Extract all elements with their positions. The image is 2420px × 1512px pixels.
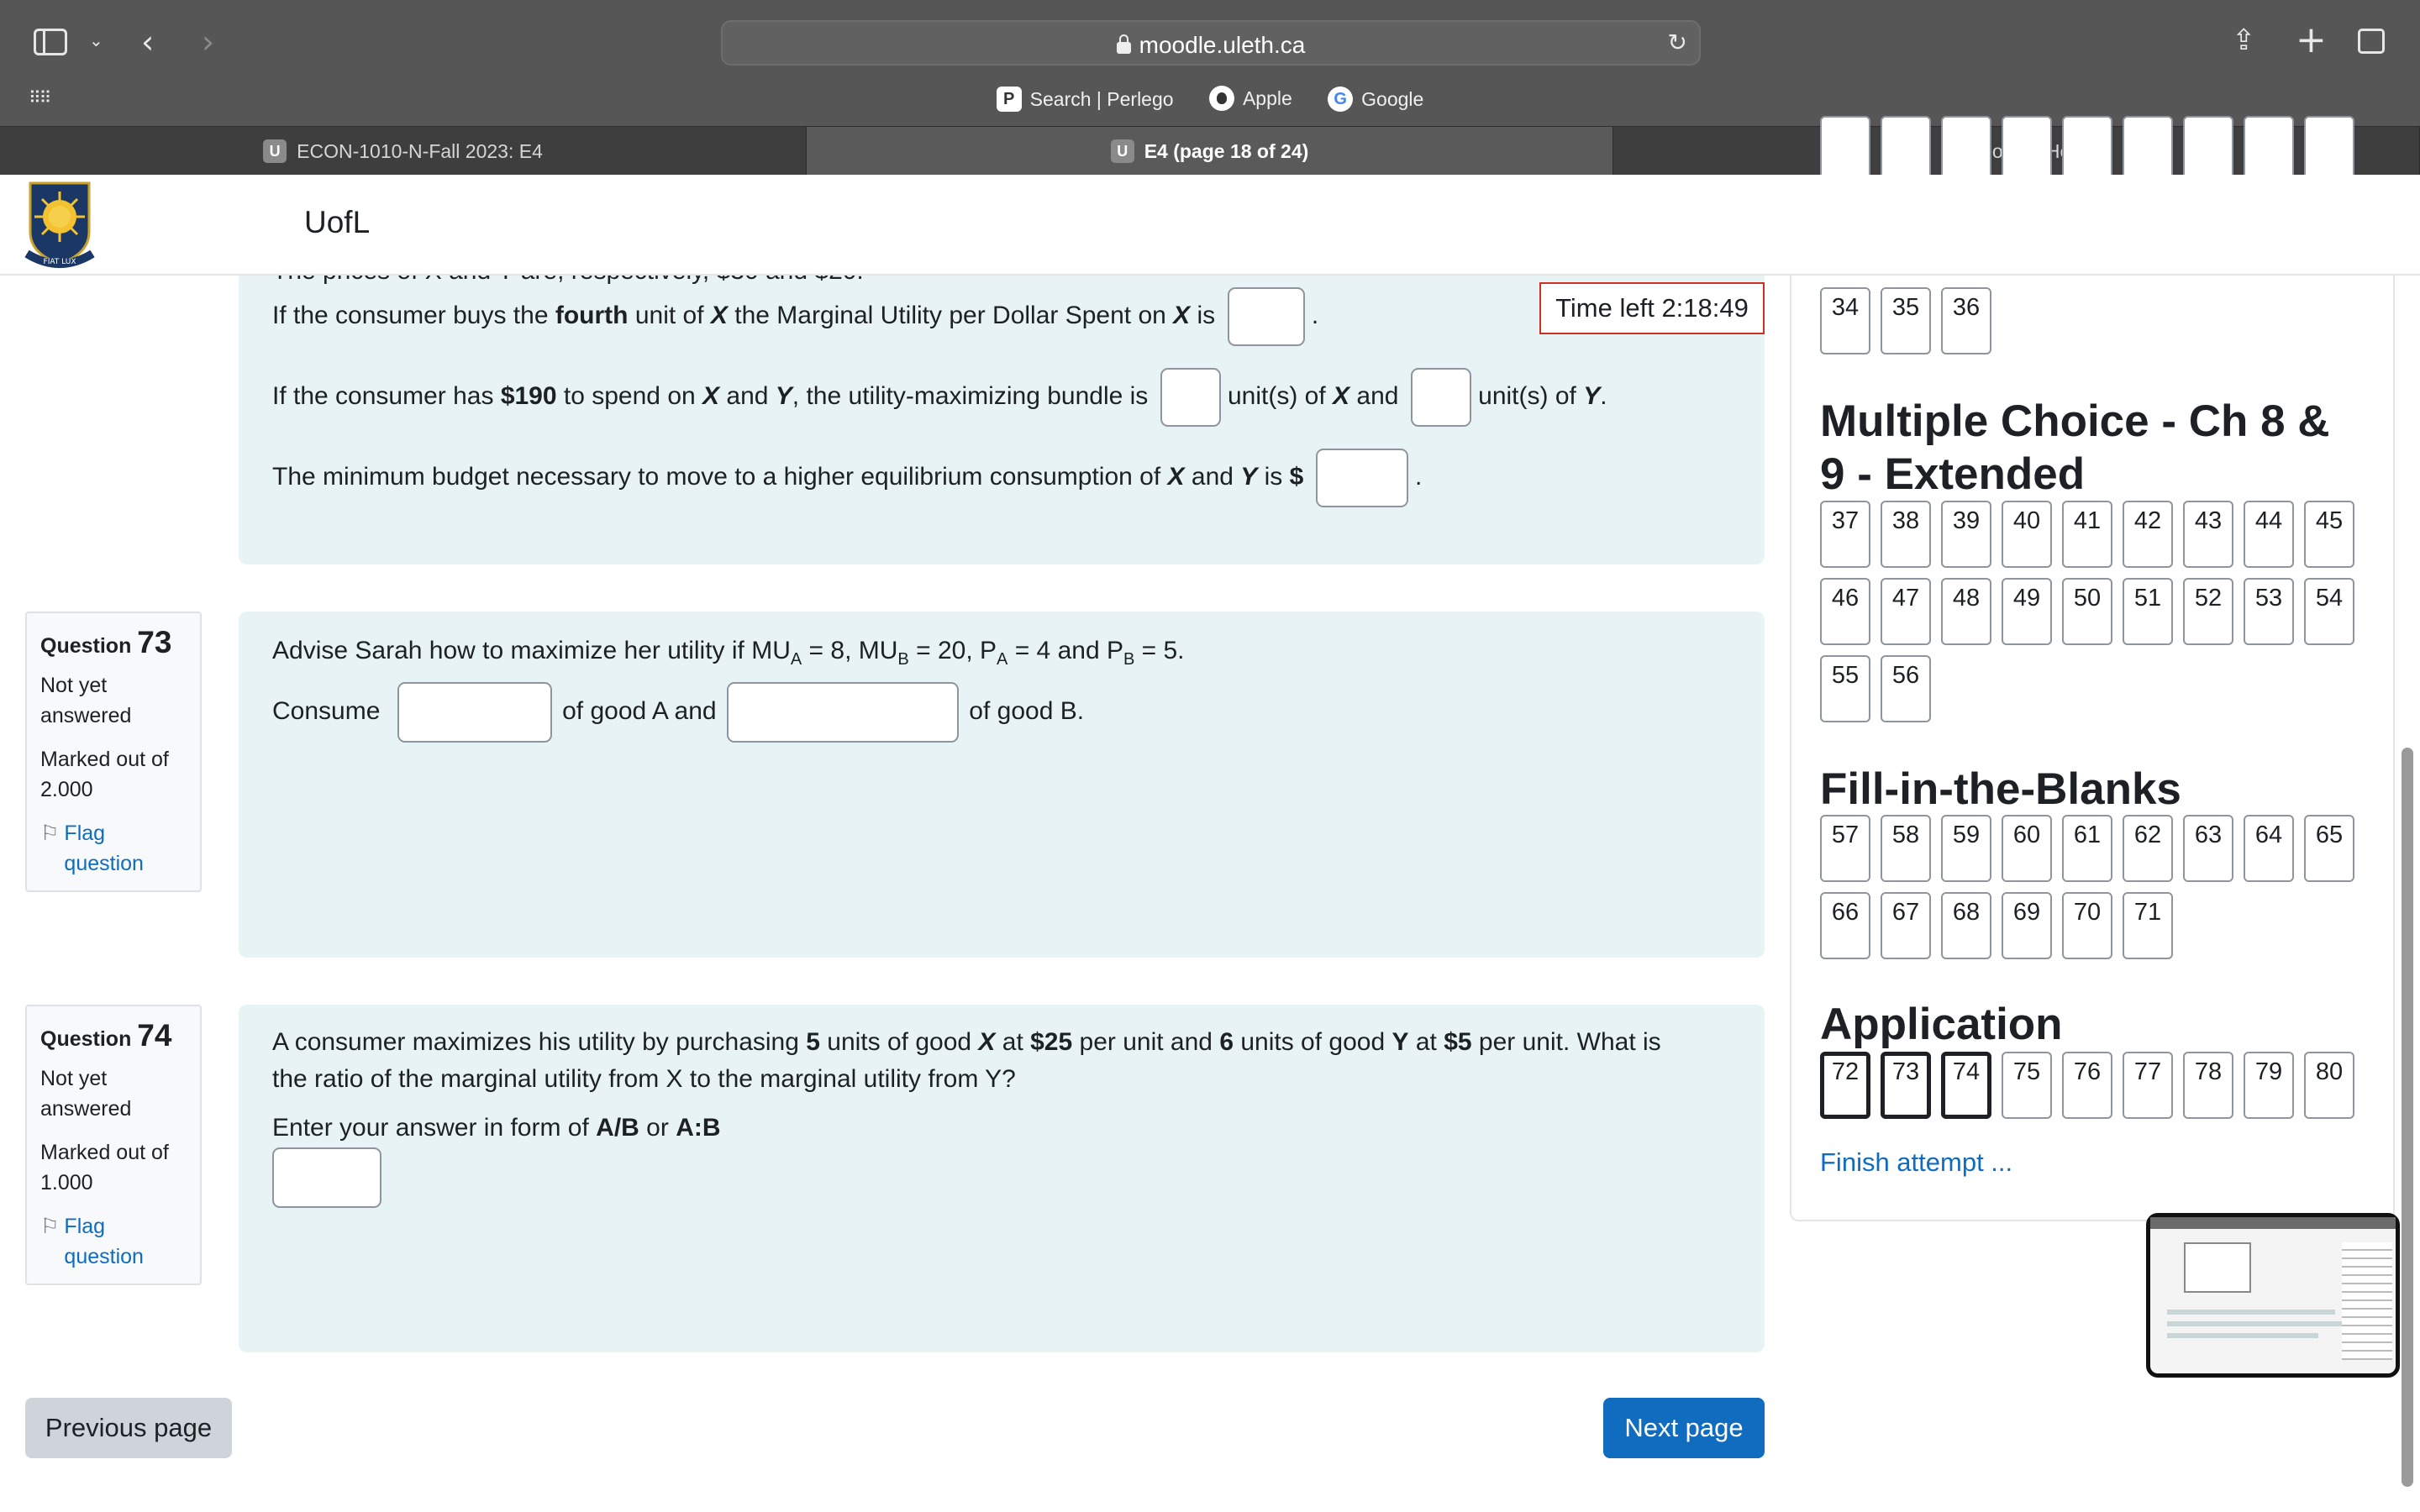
browser-toolbar <box>0 0 2420 126</box>
bundle-x-input[interactable] <box>1160 368 1221 427</box>
question-72-line1: If the consumer buys the fourth unit of X the Marginal Utility per Dollar Spent on X is . <box>272 286 1318 346</box>
nav-question-37[interactable]: 37 <box>1820 501 1870 568</box>
tab-e4[interactable] <box>807 127 1613 176</box>
nav-question-71[interactable]: 71 <box>2123 892 2173 959</box>
nav-question-cut[interactable] <box>2002 116 2052 183</box>
nav-question-61[interactable]: 61 <box>2062 815 2112 882</box>
question-73-number: Question 73 <box>40 625 172 659</box>
address-bar[interactable] <box>721 20 1701 66</box>
forward-icon[interactable]: › <box>202 24 215 60</box>
nav-question-cut[interactable] <box>1820 116 1870 183</box>
tab-favicon: U <box>1111 139 1134 163</box>
previous-page-button[interactable]: Previous page <box>25 1398 232 1458</box>
nav-question-75[interactable]: 75 <box>2002 1052 2052 1119</box>
nav-question-64[interactable]: 64 <box>2244 815 2294 882</box>
nav-question-72[interactable]: 72 <box>1820 1052 1870 1119</box>
bookmark-label: Search | Perlego <box>1029 87 1174 110</box>
nav-question-69[interactable]: 69 <box>2002 892 2052 959</box>
nav-question-76[interactable]: 76 <box>2062 1052 2112 1119</box>
question-73-info <box>25 612 202 892</box>
nav-question-38[interactable]: 38 <box>1881 501 1931 568</box>
nav-section-title: Application <box>1820 1000 2063 1049</box>
nav-question-51[interactable]: 51 <box>2123 578 2173 645</box>
nav-question-78[interactable]: 78 <box>2183 1052 2233 1119</box>
bookmark-label: Apple <box>1242 87 1292 109</box>
nav-question-48[interactable]: 48 <box>1941 578 1991 645</box>
flag-icon: ⚐ <box>40 1215 60 1238</box>
nav-question-65[interactable]: 65 <box>2304 815 2354 882</box>
quiz-timer: Time left 2:18:49 <box>1539 282 1765 334</box>
nav-question-49[interactable]: 49 <box>2002 578 2052 645</box>
nav-question-56[interactable]: 56 <box>1881 655 1931 722</box>
tab-bar <box>0 126 2420 175</box>
nav-question-43[interactable]: 43 <box>2183 501 2233 568</box>
nav-question-67[interactable]: 67 <box>1881 892 1931 959</box>
good-a-input[interactable] <box>397 682 552 743</box>
bookmark-google[interactable] <box>1328 87 1423 112</box>
bookmark-perlego[interactable] <box>997 87 1174 112</box>
nav-section-title: Fill-in-the-Blanks <box>1820 764 2181 814</box>
question-72-line3: The minimum budget necessary to move to a higher equilibrium consumption of X and Y is $ . <box>272 447 1422 507</box>
uleth-logo[interactable] <box>25 180 94 270</box>
sidebar-toggle-icon[interactable] <box>34 29 67 55</box>
screenshot-thumbnail[interactable] <box>2146 1213 2400 1378</box>
apple-icon <box>1209 86 1234 111</box>
reload-icon[interactable]: ↻ <box>1667 29 1687 56</box>
nav-question-60[interactable]: 60 <box>2002 815 2052 882</box>
nav-question-68[interactable]: 68 <box>1941 892 1991 959</box>
nav-question-55[interactable]: 55 <box>1820 655 1870 722</box>
nav-question-cut[interactable] <box>1881 116 1931 183</box>
nav-question-53[interactable]: 53 <box>2244 578 2294 645</box>
nav-question-42[interactable]: 42 <box>2123 501 2173 568</box>
nav-question-63[interactable]: 63 <box>2183 815 2233 882</box>
chevron-down-icon[interactable]: ⌄ <box>89 30 103 50</box>
nav-question-46[interactable]: 46 <box>1820 578 1870 645</box>
nav-question-44[interactable]: 44 <box>2244 501 2294 568</box>
nav-question-62[interactable]: 62 <box>2123 815 2173 882</box>
question-74-marks: Marked out of 1.000 <box>40 1141 169 1194</box>
minimum-budget-input[interactable] <box>1316 449 1408 507</box>
good-b-input[interactable] <box>727 682 959 743</box>
nav-question-cut[interactable] <box>2062 116 2112 183</box>
nav-question-34[interactable]: 34 <box>1820 287 1870 354</box>
question-73-answer-line: Consume of good A and of good B. <box>272 680 1084 743</box>
finish-attempt-link[interactable]: Finish attempt ... <box>1820 1147 2013 1177</box>
nav-question-58[interactable]: 58 <box>1881 815 1931 882</box>
nav-question-70[interactable]: 70 <box>2062 892 2112 959</box>
google-icon: G <box>1328 87 1353 112</box>
question-74-status: Not yet answered <box>40 1067 132 1121</box>
quiz-content <box>0 276 1765 1512</box>
question-74-prompt-3: Enter your answer in form of A/B or A:B <box>272 1114 721 1142</box>
nav-question-77[interactable]: 77 <box>2123 1052 2173 1119</box>
nav-question-cut[interactable] <box>2183 116 2233 183</box>
nav-question-73[interactable]: 73 <box>1881 1052 1931 1119</box>
nav-question-74[interactable]: 74 <box>1941 1052 1991 1119</box>
flag-question-73[interactable]: ⚐ Flag question <box>40 822 144 875</box>
nav-question-80[interactable]: 80 <box>2304 1052 2354 1119</box>
next-page-button[interactable]: Next page <box>1603 1398 1765 1458</box>
bookmark-label: Google <box>1361 87 1424 110</box>
question-72-content <box>239 250 1765 564</box>
back-icon[interactable]: ‹ <box>141 24 155 60</box>
share-icon[interactable]: ⇪ <box>2232 24 2256 57</box>
flag-question-74[interactable]: ⚐ Flag question <box>40 1215 144 1268</box>
tab-overview-icon[interactable] <box>2358 29 2385 54</box>
question-73-marks: Marked out of 2.000 <box>40 748 169 801</box>
nav-question-79[interactable]: 79 <box>2244 1052 2294 1119</box>
site-header <box>0 175 2420 276</box>
nav-question-47[interactable]: 47 <box>1881 578 1931 645</box>
nav-section-title: Multiple Choice - Ch 8 & 9 - Extended <box>1820 396 2330 499</box>
grid-icon[interactable]: ⠿⠿ <box>29 87 50 108</box>
question-73-status: Not yet answered <box>40 674 132 727</box>
tab-econ[interactable] <box>0 127 807 176</box>
ratio-answer-input[interactable] <box>272 1147 381 1208</box>
question-73-content <box>239 612 1765 958</box>
nav-question-cut[interactable] <box>1941 116 1991 183</box>
quiz-navigation-panel <box>1790 175 2395 1221</box>
nav-question-41[interactable]: 41 <box>2062 501 2112 568</box>
question-74-info <box>25 1005 202 1285</box>
tab-label: E4 (page 18 of 24) <box>1144 139 1309 162</box>
perlego-icon: P <box>997 87 1022 112</box>
tab-favicon: U <box>263 139 287 163</box>
url-text: moodle.uleth.ca <box>1139 32 1306 58</box>
bundle-y-input[interactable] <box>1411 368 1471 427</box>
nav-question-59[interactable]: 59 <box>1941 815 1991 882</box>
nav-question-45[interactable]: 45 <box>2304 501 2354 568</box>
tab-label: ECON-1010-N-Fall 2023: E4 <box>297 139 543 162</box>
nav-question-cut[interactable] <box>2123 116 2173 183</box>
nav-question-66[interactable]: 66 <box>1820 892 1870 959</box>
nav-question-52[interactable]: 52 <box>2183 578 2233 645</box>
question-74-prompt-1: A consumer maximizes his utility by purchasing 5 units of good X at $25 per unit and 6 units of good Y at $5 per unit. What is <box>272 1028 1661 1056</box>
question-74-content <box>239 1005 1765 1352</box>
question-74-prompt-2: the ratio of the marginal utility from X to the marginal utility from Y? <box>272 1065 1016 1093</box>
mu-per-dollar-input[interactable] <box>1228 287 1305 346</box>
new-tab-icon[interactable]: + <box>2296 18 2327 61</box>
question-73-prompt: Advise Sarah how to maximize her utility if $MU_A = 8$, $MU_B = 20$, $P_A = 4$ and $P_B = 5$. <box>272 637 1185 669</box>
question-74-number: Question 74 <box>40 1018 172 1053</box>
flag-icon: ⚐ <box>40 822 60 845</box>
nav-question-cut[interactable] <box>2304 116 2354 183</box>
bookmark-apple[interactable] <box>1209 86 1292 111</box>
nav-question-40[interactable]: 40 <box>2002 501 2052 568</box>
site-brand[interactable]: UofL <box>304 205 371 239</box>
nav-question-57[interactable]: 57 <box>1820 815 1870 882</box>
nav-question-50[interactable]: 50 <box>2062 578 2112 645</box>
nav-question-39[interactable]: 39 <box>1941 501 1991 568</box>
lock-icon <box>1117 42 1131 54</box>
page-scrollbar[interactable] <box>2402 748 2413 1487</box>
nav-question-36[interactable]: 36 <box>1941 287 1991 354</box>
favorites-bar <box>0 86 2420 112</box>
logo-motto: FIAT LUX <box>43 258 76 266</box>
nav-question-54[interactable]: 54 <box>2304 578 2354 645</box>
nav-question-35[interactable]: 35 <box>1881 287 1931 354</box>
nav-question-cut[interactable] <box>2244 116 2294 183</box>
question-72-line2: If the consumer has $190 to spend on X and Y, the utility-maximizing bundle is unit(s) of X and unit(s) of Y. <box>272 366 1607 427</box>
